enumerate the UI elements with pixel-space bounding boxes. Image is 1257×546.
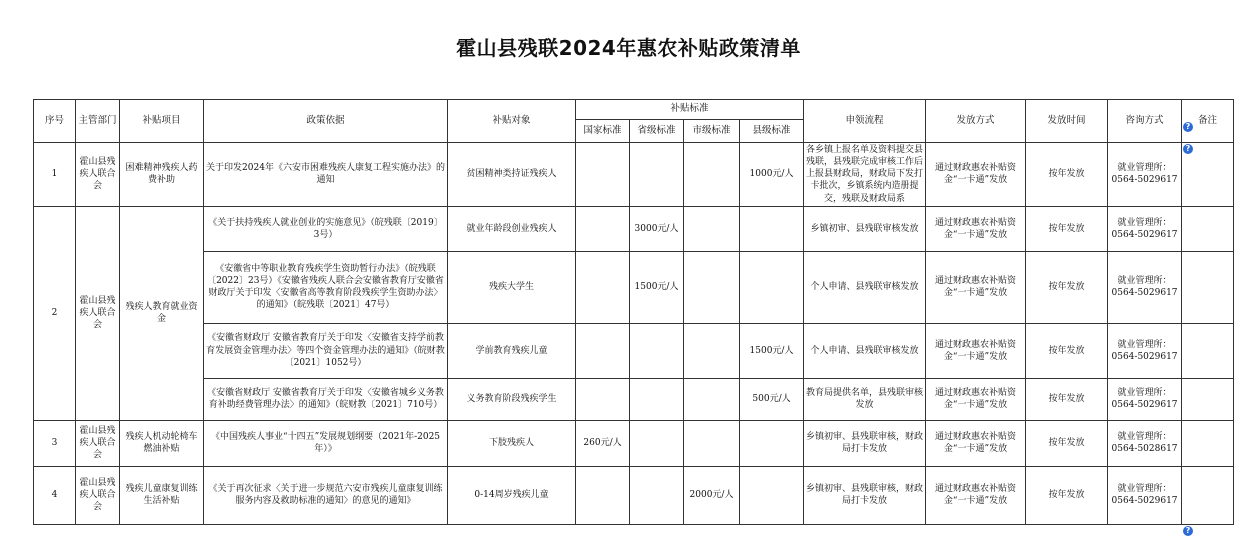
header-process: 申领流程 xyxy=(804,100,926,143)
header-basis: 政策依据 xyxy=(204,100,448,143)
table-row xyxy=(34,251,1234,323)
row-city xyxy=(684,206,740,251)
row-provincial xyxy=(630,143,684,207)
row-time: 按年发放 xyxy=(1026,251,1108,323)
row-remark xyxy=(1182,420,1234,466)
row-national xyxy=(576,378,630,420)
row-process: 各乡镇上报名单及资料提交县残联，县残联完成审核工作后上报县财政局，财政局下发打卡批次，乡镇系统内造册提交，残联及财政局系 xyxy=(804,143,926,207)
row-target: 残疾大学生 xyxy=(448,251,576,323)
row-basis: 《安徽省中等职业教育残疾学生资助暂行办法》（皖残联〔2022〕23号）《安徽省残疾人联合会安徽省教育厅安徽省财政厅关于印发〈安徽省高等教育阶段残疾学生资助办法〉的通知》（皖残联〔2021〕47号） xyxy=(204,251,448,323)
row-method: 通过财政惠农补贴资金“一卡通”发放 xyxy=(926,466,1026,524)
table-row xyxy=(34,378,1234,420)
row-county xyxy=(740,251,804,323)
table-row xyxy=(34,420,1234,466)
row-dept: 霍山县残疾人联合会 xyxy=(76,206,120,420)
row-county: 1000元/人 xyxy=(740,143,804,207)
header-county: 县级标准 xyxy=(740,120,804,143)
row-time: 按年发放 xyxy=(1026,420,1108,466)
question-bubble-icon[interactable]: ? xyxy=(1183,144,1193,154)
row-contact: 就业管理所：0564-5029617 xyxy=(1108,378,1182,420)
policy-table xyxy=(33,99,1234,525)
row-remark xyxy=(1182,206,1234,251)
row-process: 教育局提供名单，县残联审核发放 xyxy=(804,378,926,420)
row-process: 个人申请、县残联审核发放 xyxy=(804,323,926,378)
row-contact: 就业管理所：0564-5029617 xyxy=(1108,251,1182,323)
row-dept: 霍山县残疾人联合会 xyxy=(76,420,120,466)
row-national xyxy=(576,206,630,251)
row-remark xyxy=(1182,466,1234,524)
row-contact: 就业管理所：0564-5029617 xyxy=(1108,466,1182,524)
question-bubble-icon[interactable]: ? xyxy=(1183,122,1193,132)
table-row xyxy=(34,143,1234,207)
question-bubble-icon[interactable]: ? xyxy=(1183,526,1193,536)
header-seq: 序号 xyxy=(34,100,76,143)
row-basis: 《关于扶持残疾人就业创业的实施意见》（皖残联〔2019〕3号） xyxy=(204,206,448,251)
row-item: 困难精神残疾人药费补助 xyxy=(120,143,204,207)
row-contact: 就业管理所：0564-5028617 xyxy=(1108,420,1182,466)
row-provincial xyxy=(630,466,684,524)
row-target: 学前教育残疾儿童 xyxy=(448,323,576,378)
row-seq: 3 xyxy=(34,420,76,466)
row-time: 按年发放 xyxy=(1026,143,1108,207)
row-city xyxy=(684,420,740,466)
row-target: 就业年龄段创业残疾人 xyxy=(448,206,576,251)
row-process: 个人申请、县残联审核发放 xyxy=(804,251,926,323)
row-basis: 关于印发2024年《六安市困难残疾人康复工程实施办法》的通知 xyxy=(204,143,448,207)
table-row xyxy=(34,323,1234,378)
row-seq: 4 xyxy=(34,466,76,524)
row-method: 通过财政惠农补贴资金“一卡通”发放 xyxy=(926,420,1026,466)
row-process: 乡镇初审、县残联审核发放 xyxy=(804,206,926,251)
row-item: 残疾儿童康复训练生活补贴 xyxy=(120,466,204,524)
row-remark xyxy=(1182,378,1234,420)
row-target: 下肢残疾人 xyxy=(448,420,576,466)
row-provincial xyxy=(630,323,684,378)
row-county: 500元/人 xyxy=(740,378,804,420)
row-method: 通过财政惠农补贴资金“一卡通”发放 xyxy=(926,143,1026,207)
row-remark xyxy=(1182,323,1234,378)
header-standard: 补贴标准 xyxy=(576,100,804,120)
row-provincial: 3000元/人 xyxy=(630,206,684,251)
row-time: 按年发放 xyxy=(1026,378,1108,420)
row-basis: 《安徽省财政厅 安徽省教育厅关于印发〈安徽省支持学前教育发展资金管理办法〉等四个资金管理办法的通知》（皖财教〔2021〕1052号） xyxy=(204,323,448,378)
row-national xyxy=(576,251,630,323)
header-target: 补贴对象 xyxy=(448,100,576,143)
header-item: 补贴项目 xyxy=(120,100,204,143)
row-provincial xyxy=(630,420,684,466)
row-method: 通过财政惠农补贴资金“一卡通”发放 xyxy=(926,251,1026,323)
row-time: 按年发放 xyxy=(1026,206,1108,251)
row-national xyxy=(576,466,630,524)
row-city xyxy=(684,251,740,323)
row-dept: 霍山县残疾人联合会 xyxy=(76,466,120,524)
row-target: 0-14周岁残疾儿童 xyxy=(448,466,576,524)
row-provincial xyxy=(630,378,684,420)
header-contact: 咨询方式 xyxy=(1108,100,1182,143)
table-row xyxy=(34,466,1234,524)
header-city: 市级标准 xyxy=(684,120,740,143)
row-county: 1500元/人 xyxy=(740,323,804,378)
row-remark xyxy=(1182,251,1234,323)
row-city: 2000元/人 xyxy=(684,466,740,524)
row-county xyxy=(740,206,804,251)
row-basis: 《关于再次征求〈关于进一步规范六安市残疾儿童康复训练服务内容及救助标准的通知〉的意见的通知》 xyxy=(204,466,448,524)
row-time: 按年发放 xyxy=(1026,466,1108,524)
header-method: 发放方式 xyxy=(926,100,1026,143)
header-provincial: 省级标准 xyxy=(630,120,684,143)
page-title: 霍山县残联2024年惠农补贴政策清单 xyxy=(456,36,801,60)
row-contact: 就业管理所：0564-5029617 xyxy=(1108,206,1182,251)
row-item: 残疾人机动轮椅车燃油补贴 xyxy=(120,420,204,466)
row-seq: 1 xyxy=(34,143,76,207)
row-basis: 《安徽省财政厅 安徽省教育厅关于印发〈安徽省城乡义务教育补助经费管理办法〉的通知》（皖财教〔2021〕710号） xyxy=(204,378,448,420)
row-contact: 就业管理所：0564-5029617 xyxy=(1108,323,1182,378)
table-row xyxy=(34,206,1234,251)
row-county xyxy=(740,420,804,466)
row-process: 乡镇初审、县残联审核，财政局打卡发放 xyxy=(804,420,926,466)
row-national: 260元/人 xyxy=(576,420,630,466)
row-county xyxy=(740,466,804,524)
row-city xyxy=(684,378,740,420)
header-time: 发放时间 xyxy=(1026,100,1108,143)
row-basis: 《中国残疾人事业“十四五”发展规划纲要（2021年-2025年）》 xyxy=(204,420,448,466)
row-item: 残疾人教育就业资金 xyxy=(120,206,204,420)
row-national xyxy=(576,323,630,378)
row-national xyxy=(576,143,630,207)
header-remark: 备注 xyxy=(1182,100,1234,143)
row-dept: 霍山县残疾人联合会 xyxy=(76,143,120,207)
row-city xyxy=(684,323,740,378)
row-city xyxy=(684,143,740,207)
row-method: 通过财政惠农补贴资金“一卡通”发放 xyxy=(926,206,1026,251)
row-process: 乡镇初审、县残联审核，财政局打卡发放 xyxy=(804,466,926,524)
header-dept: 主管部门 xyxy=(76,100,120,143)
row-seq: 2 xyxy=(34,206,76,420)
row-method: 通过财政惠农补贴资金“一卡通”发放 xyxy=(926,378,1026,420)
row-target: 义务教育阶段残疾学生 xyxy=(448,378,576,420)
row-contact: 就业管理所：0564-5029617 xyxy=(1108,143,1182,207)
row-time: 按年发放 xyxy=(1026,323,1108,378)
header-national: 国家标准 xyxy=(576,120,630,143)
row-provincial: 1500元/人 xyxy=(630,251,684,323)
row-target: 贫困精神类持证残疾人 xyxy=(448,143,576,207)
row-method: 通过财政惠农补贴资金“一卡通”发放 xyxy=(926,323,1026,378)
